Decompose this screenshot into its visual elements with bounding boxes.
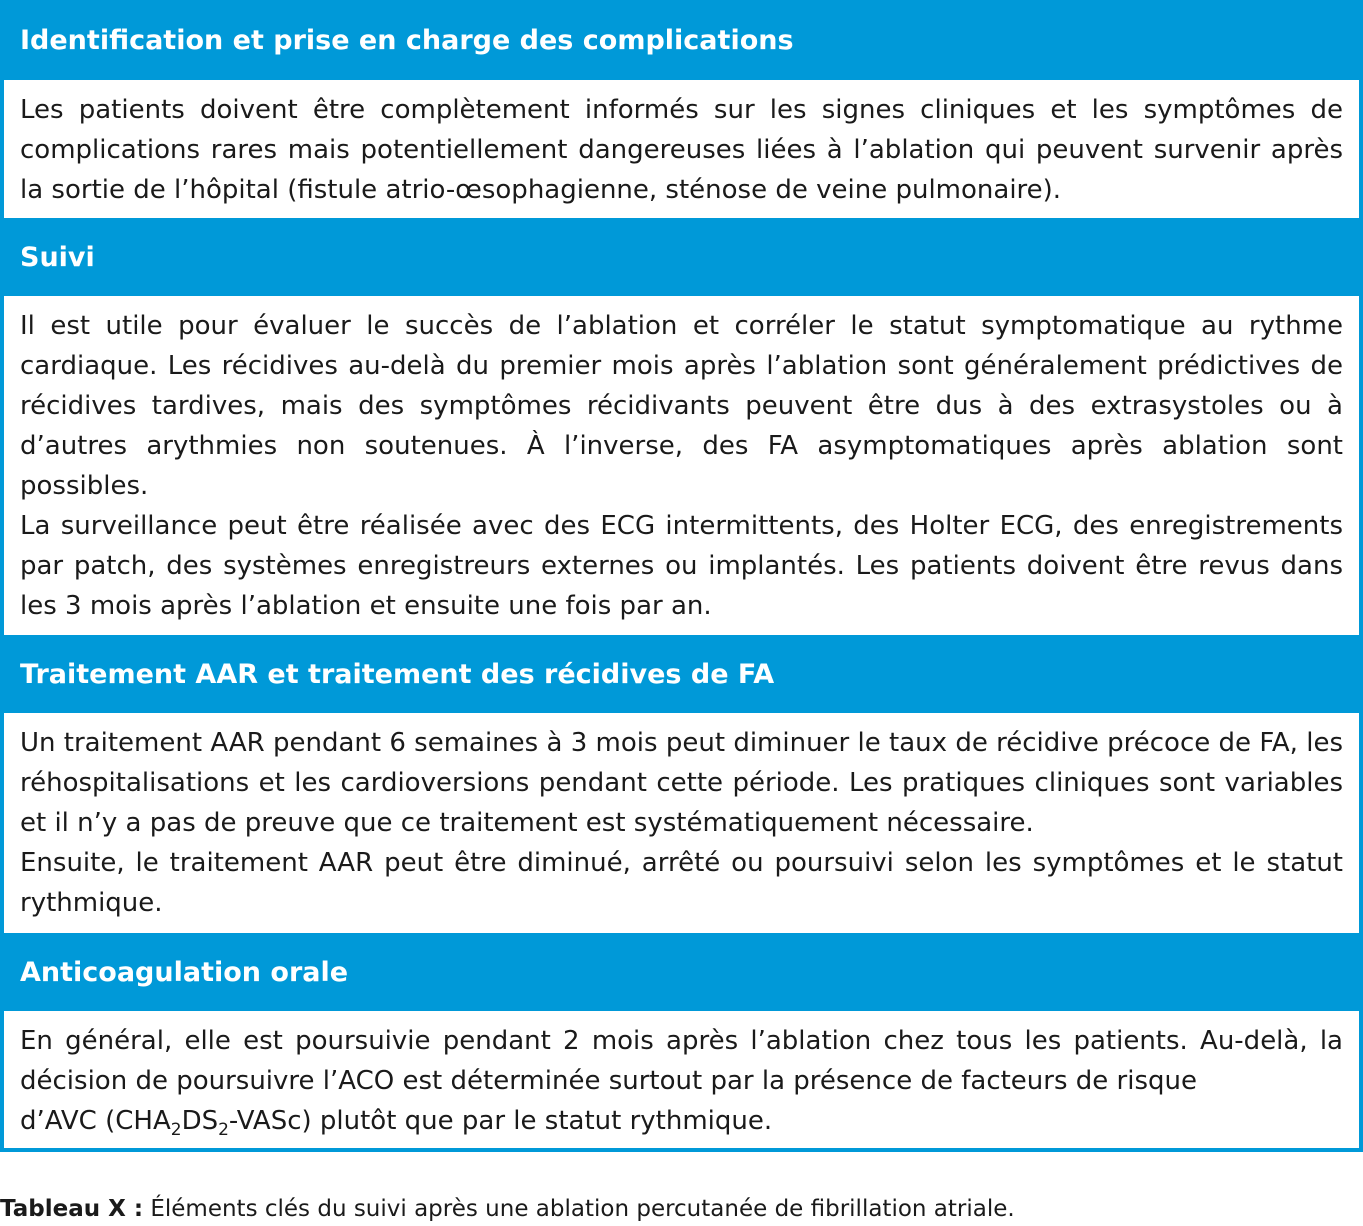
- section-paragraph: En général, elle est poursuivie pendant 2 mois après l’ablation chez tous les patients. Au-delà, la décision de poursuivre l’ACO est déterminée surtout par la présence de facteurs de risque: [20, 1026, 1343, 1096]
- section-paragraph: Un traitement AAR pendant 6 semaines à 3 mois peut diminuer le taux de récidive précoce de FA, les réhospitalisations et les cardioversions pendant cette période. Les pratiques cliniques sont variables et il n’y a pas de preuve que ce traitement est systématiquement nécessaire.: [20, 728, 1343, 838]
- score-line: d’AVC $(CHA_2DS_2-VASc)$ plutôt que par le statut rythmique.: [20, 1106, 773, 1140]
- section-title: Suivi: [20, 241, 95, 273]
- section-body-traitement-aar: [4, 713, 1359, 933]
- section-header-complications: [0, 0, 1363, 80]
- section-header-anticoagulation: [0, 933, 1363, 1011]
- section-paragraph: Ensuite, le traitement AAR peut être diminué, arrêté ou poursuivi selon les symptômes et le statut rythmique.: [20, 848, 1343, 918]
- caption-label: Tableau X :: [0, 1196, 144, 1222]
- section-paragraph: La surveillance peut être réalisée avec des ECG intermittents, des Holter ECG, des enregistrements par patch, des systèmes enregistreurs externes ou implantés. Les patients doivent être revus dans les 3 mois après l’ablation et ensuite une fois par an.: [20, 511, 1343, 621]
- caption-text: Éléments clés du suivi après une ablation percutanée de fibrillation atriale.: [143, 1196, 1015, 1222]
- section-paragraph: Les patients doivent être complètement informés sur les signes cliniques et les symptômes de complications rares mais potentiellement dangereuses liées à l’ablation qui peuvent survenir après la sortie de l’hôpital (fistule atrio-œsophagienne, sténose de veine pulmonaire).: [20, 95, 1343, 205]
- section-body-suivi: [4, 296, 1359, 635]
- section-body-anticoagulation: [4, 1011, 1359, 1148]
- table-caption: [0, 1192, 1015, 1226]
- section-body-complications: [4, 80, 1359, 218]
- section-title: Traitement AAR et traitement des récidives de FA: [20, 658, 775, 690]
- section-title: Identification et prise en charge des complications: [20, 24, 794, 56]
- section-header-traitement-aar: [0, 635, 1363, 713]
- section-header-suivi: [0, 218, 1363, 296]
- section-paragraph: Il est utile pour évaluer le succès de l’ablation et corréler le statut symptomatique au rythme cardiaque. Les récidives au-delà du premier mois après l’ablation sont généralement prédictives de récidives tardives, mais des symptômes récidivants peuvent être dus à des extrasystoles ou à d’autres arythmies non soutenues. À l’inverse, des FA asymptomatiques après ablation sont possibles.: [20, 311, 1343, 501]
- section-title: Anticoagulation orale: [20, 956, 349, 988]
